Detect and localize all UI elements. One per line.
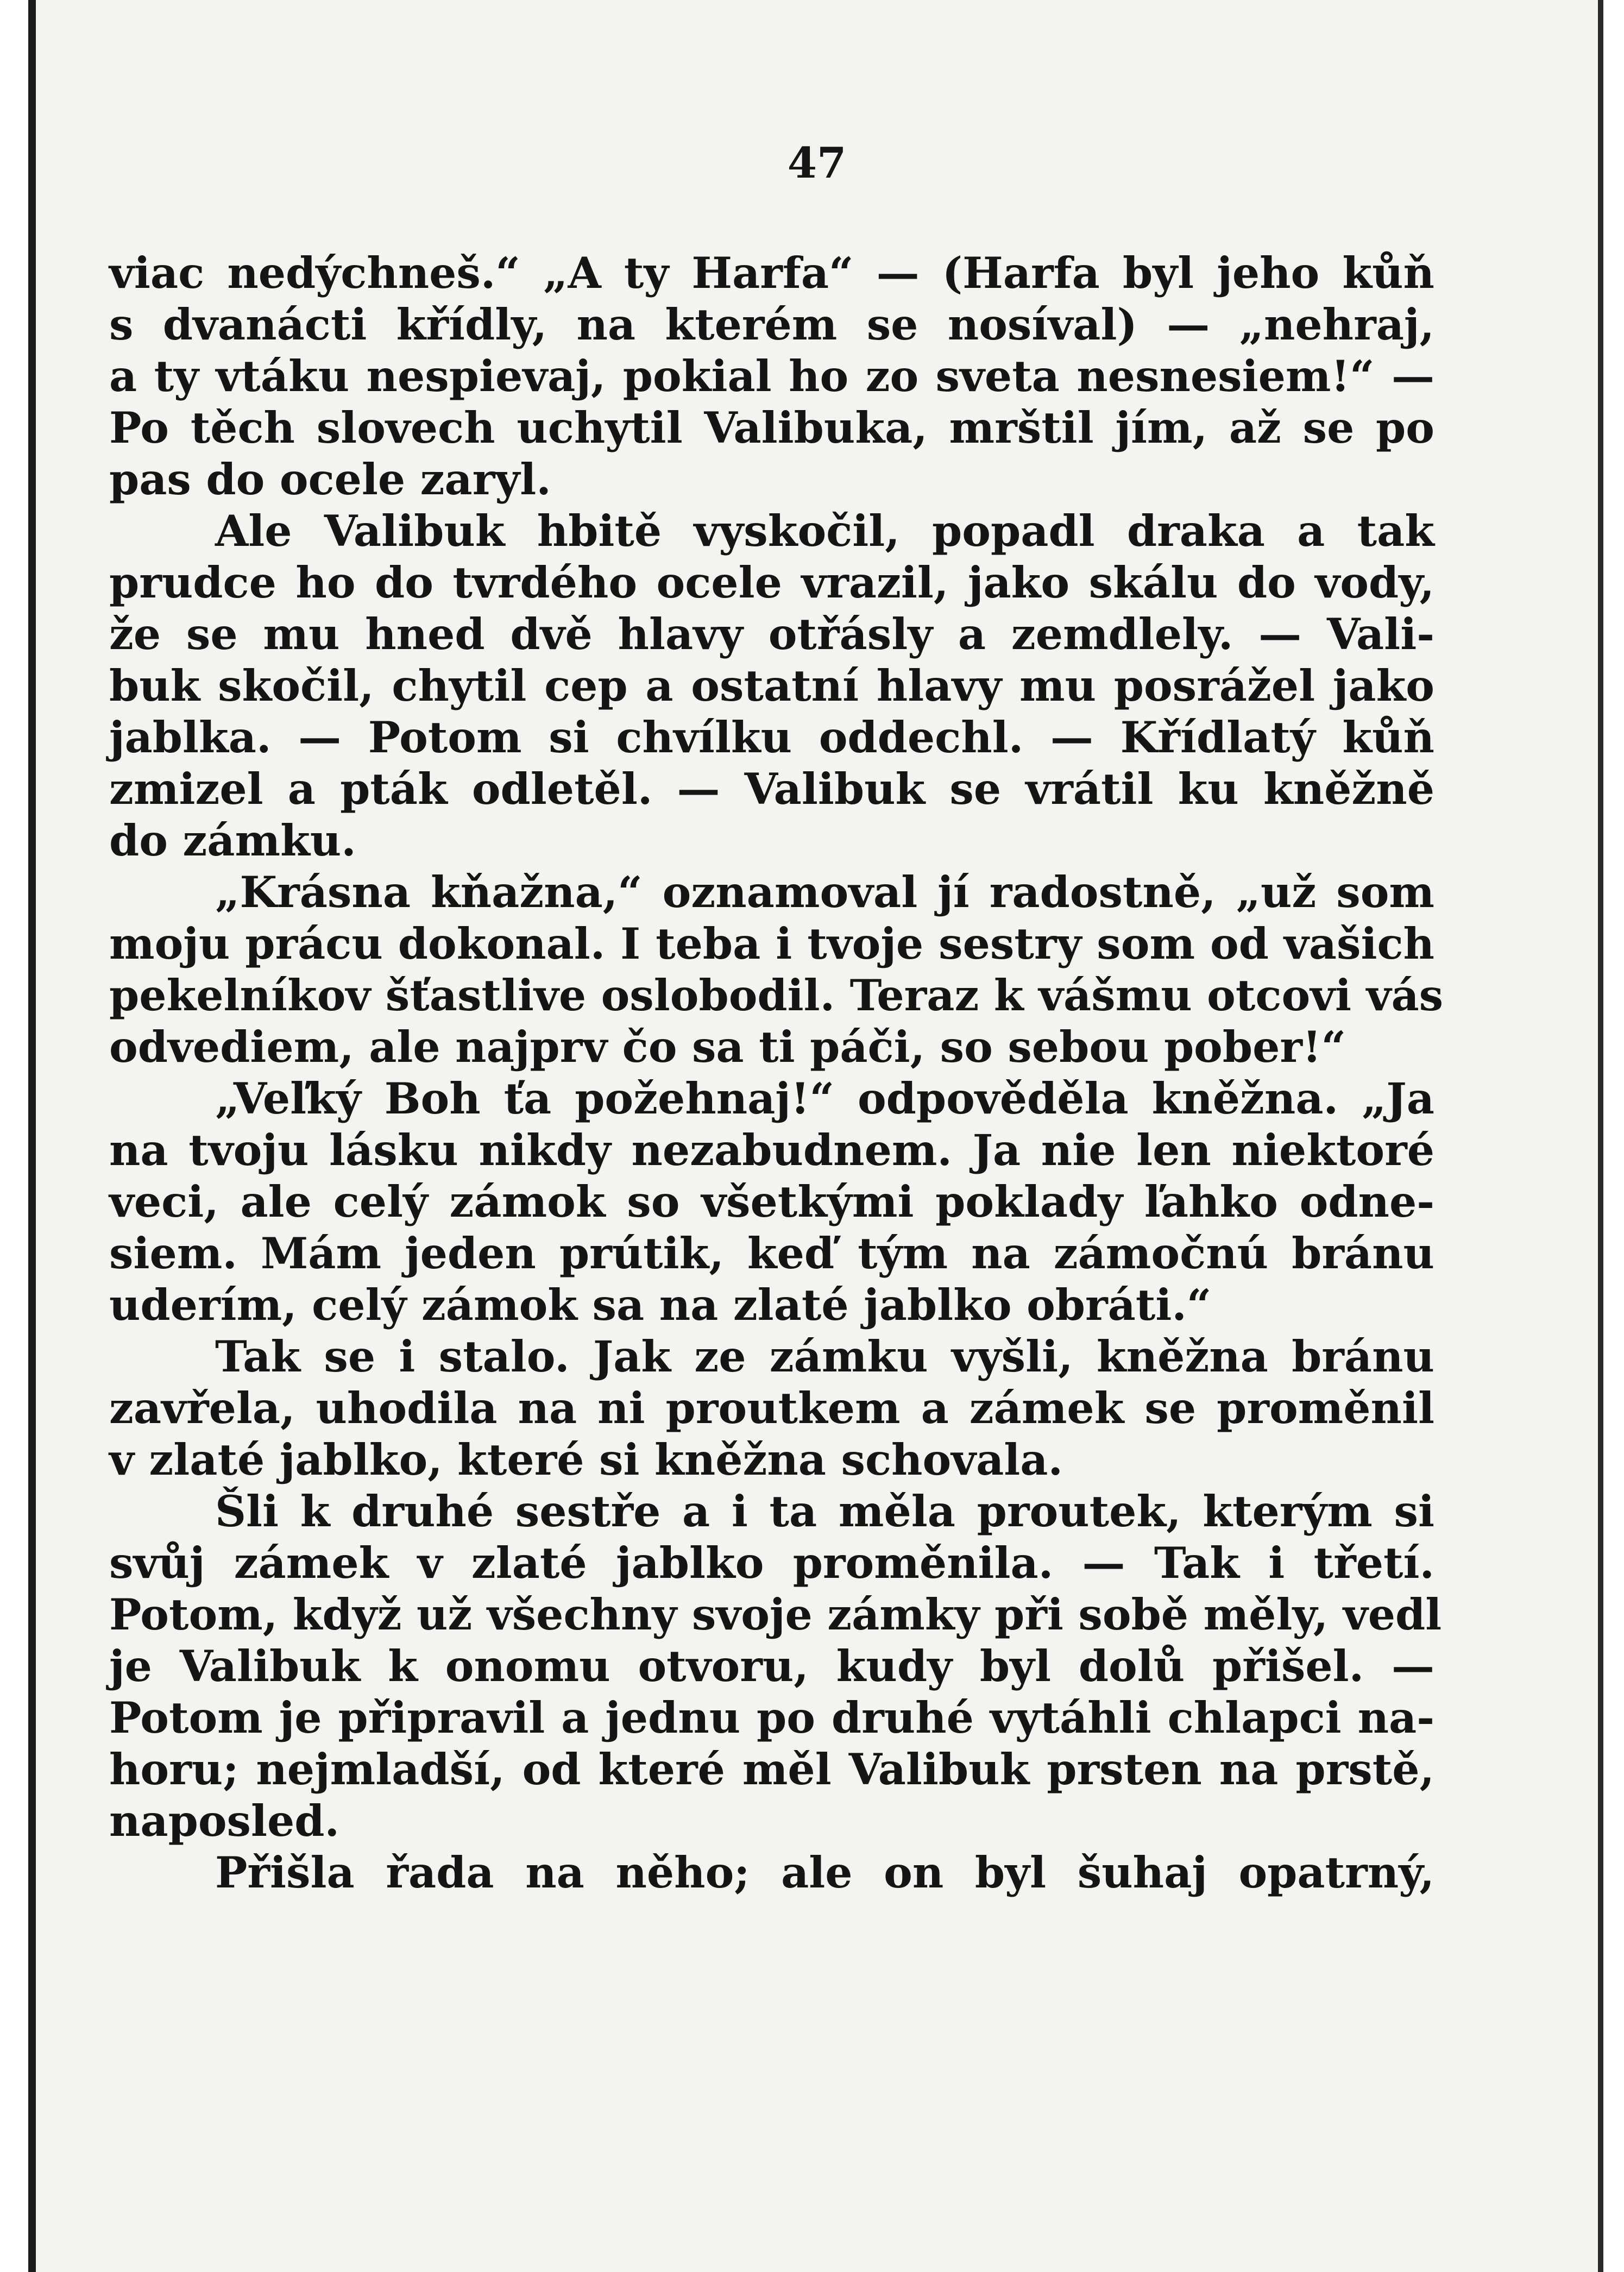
text-line: pas do ocele zaryl. bbox=[109, 454, 551, 505]
text-line: Šli k druhé sestře a i ta měla proutek, kterým si bbox=[215, 1486, 1434, 1537]
text-line: a ty vtáku nespievaj, pokial ho zo sveta nesnesiem!“ — bbox=[109, 351, 1434, 401]
text-line: Potom je připravil a jednu po druhé vytáhli chlapci na- bbox=[109, 1692, 1434, 1743]
text-line: prudce ho do tvrdého ocele vrazil, jako skálu do vody, bbox=[109, 557, 1434, 608]
page-number: 47 bbox=[787, 139, 847, 188]
book-page bbox=[28, 0, 1603, 2272]
text-line: horu; nejmladší, od které měl Valibuk prsten na prstě, bbox=[109, 1744, 1434, 1795]
text-line: veci, ale celý zámok so všetkými poklady ľahko odne- bbox=[109, 1176, 1434, 1227]
text-line: svůj zámek v zlaté jablko proměnila. — Tak i třetí. bbox=[109, 1538, 1434, 1588]
text-line: do zámku. bbox=[109, 815, 356, 866]
text-line: že se mu hned dvě hlavy otřásly a zemdlely. — Vali- bbox=[109, 609, 1434, 659]
text-line: v zlaté jablko, které si kněžna schovala. bbox=[109, 1434, 1063, 1485]
text-line: jablka. — Potom si chvílku oddechl. — Křídlatý kůň bbox=[109, 712, 1434, 763]
text-line: Ale Valibuk hbitě vyskočil, popadl draka a tak bbox=[215, 506, 1434, 556]
text-line: na tvoju lásku nikdy nezabudnem. Ja nie len niektoré bbox=[109, 1125, 1434, 1175]
page-text bbox=[109, 247, 1444, 1898]
text-line: moju prácu dokonal. I teba i tvoje sestry som od vašich bbox=[109, 918, 1434, 969]
text-line: zavřela, uhodila na ni proutkem a zámek se proměnil bbox=[109, 1383, 1434, 1433]
text-line: Po těch slovech uchytil Valibuka, mrštil jím, až se po bbox=[109, 402, 1434, 453]
text-line: Přišla řada na něho; ale on byl šuhaj opatrný, bbox=[215, 1847, 1434, 1898]
text-line: naposled. bbox=[109, 1796, 340, 1846]
text-line: odvediem, ale najprv čo sa ti páči, so sebou pober!“ bbox=[109, 1022, 1346, 1072]
text-line: pekelníkov šťastlive oslobodil. Teraz k vášmu otcovi vás bbox=[109, 970, 1444, 1021]
text-line: uderím, celý zámok sa na zlaté jablko obráti.“ bbox=[109, 1280, 1212, 1330]
text-line: viac nedýchneš.“ „A ty Harfa“ — (Harfa byl jeho kůň bbox=[109, 248, 1434, 298]
text-line: je Valibuk k onomu otvoru, kudy byl dolů přišel. — bbox=[109, 1641, 1434, 1691]
text-line: Tak se i stalo. Jak ze zámku vyšli, kněžna bránu bbox=[215, 1331, 1434, 1382]
text-line: siem. Mám jeden prútik, keď tým na zámočnú bránu bbox=[109, 1228, 1434, 1279]
text-line: „Veľký Boh ťa požehnaj!“ odpověděla kněžna. „Ja bbox=[215, 1073, 1434, 1124]
text-line: s dvanácti křídly, na kterém se nosíval) — „nehraj, bbox=[109, 299, 1434, 350]
text-line: zmizel a pták odletěl. — Valibuk se vrátil ku kněžně bbox=[109, 764, 1434, 814]
text-line: „Krásna kňažna,“ oznamoval jí radostně, „už som bbox=[215, 867, 1434, 917]
text-line: buk skočil, chytil cep a ostatní hlavy mu posrážel jako bbox=[109, 660, 1434, 711]
text-line: Potom, když už všechny svoje zámky při sobě měly, vedl bbox=[109, 1589, 1442, 1640]
